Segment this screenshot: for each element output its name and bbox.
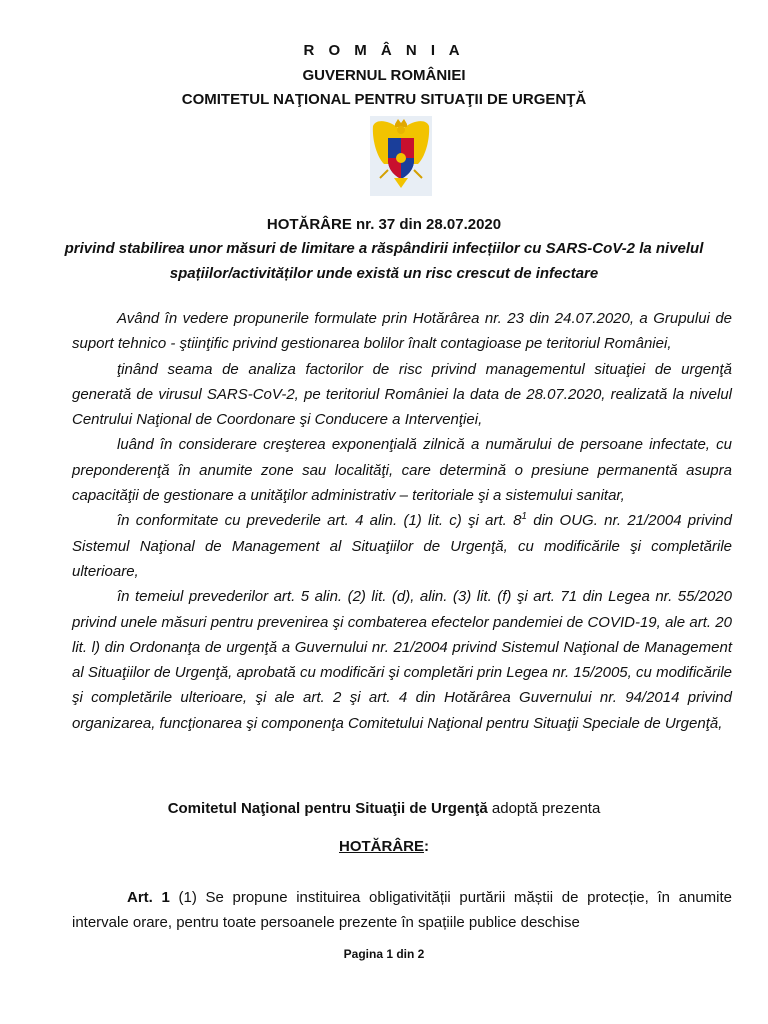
romanian-coat-of-arms-icon (370, 116, 432, 196)
adoption-text: adoptă prezenta (487, 800, 601, 817)
article-text: (1) Se propune instituirea obligativității purtării măștii de protecție, în anumite intervale orare, pentru toate persoanele prezente în spațiile publice deschise (72, 889, 732, 931)
header-country: R O M Â N I A (303, 42, 465, 59)
adoption-line (0, 800, 768, 817)
article-label: Art. 1 (127, 889, 170, 906)
decision-title: HOTĂRÂRE nr. 37 din 28.07.2020 (266, 216, 502, 233)
preamble-paragraph: ţinând seama de analiza factorilor de risc privind managementul situaţiei de urgenţă generată de virusul SARS-CoV-2, pe teritoriul României la data de 28.07.2020, realizată la nivelul Centrului Naţional de Coordonare şi Conducere a Intervenţiei, (72, 360, 732, 429)
decision-subtitle: privind stabilirea unor măsuri de limitare a răspândirii infecțiilor cu SARS-CoV-2 la nivelul spațiilor/activităților unde există un risc crescut de infectare (64, 240, 704, 282)
preamble-paragraph: Având în vedere propunerile formulate prin Hotărârea nr. 23 din 24.07.2020, a Grupului de suport tehnico - ştiinţific privind gestionarea bolilor înalt contagioase pe teritoriul României, (72, 310, 732, 353)
header-committee: COMITETUL NAŢIONAL PENTRU SITUAŢII DE URGENŢĂ (181, 91, 587, 108)
superscript: 1 (521, 511, 527, 523)
preamble (72, 306, 732, 736)
preamble-paragraph (72, 508, 732, 584)
preamble-text: în conformitate cu prevederile art. 4 alin. (1) lit. c) şi art. 8 (117, 512, 522, 530)
decision-colon: : (424, 838, 429, 855)
header-government: GUVERNUL ROMÂNIEI (302, 67, 466, 84)
decision-heading (0, 838, 768, 855)
adoption-committee: Comitetul Naţional pentru Situaţii de Urgenţă (167, 800, 488, 817)
decision-word: HOTĂRÂRE (339, 838, 424, 855)
page-number: Pagina 1 din 2 (343, 947, 425, 961)
article-1 (72, 885, 732, 935)
preamble-paragraph: în temeiul prevederilor art. 5 alin. (2) lit. (d), alin. (3) lit. (f) şi art. 71 din Legea nr. 55/2020 privind unele măsuri pentru prevenirea şi combaterea efectelor pandemiei de COVID-19, ale art. 20 lit. l) din Ordonanţa de urgenţă a Guvernului nr. 21/2004 privind Sistemul Naţional de Management al Situaţiilor de Urgenţă, aprobată cu modificări şi completări prin Legea nr. 15/2005, cu modificările şi completările ulterioare, şi ale art. 2 şi art. 4 din Hotărârea Guvernului nr. 94/2014 privind organizarea, funcţionarea şi componenţa Comitetului Naţional pentru Situaţii Speciale de Urgenţă, (72, 588, 732, 732)
preamble-text: din OUG. nr. 21/2004 privind Sistemul Naţional de Management al Situaţiilor de Urgenţă, cu modificările şi completările ulterioare, (72, 512, 732, 580)
preamble-paragraph: luând în considerare creşterea exponenţială zilnică a numărului de persoane infectate, cu preponderenţă în anumite zone sau localităţi, care determină o presiune permanentă asupra capacităţii de gestionare a unităţilor administrativ – teritoriale şi a sistemului sanitar, (72, 436, 732, 505)
